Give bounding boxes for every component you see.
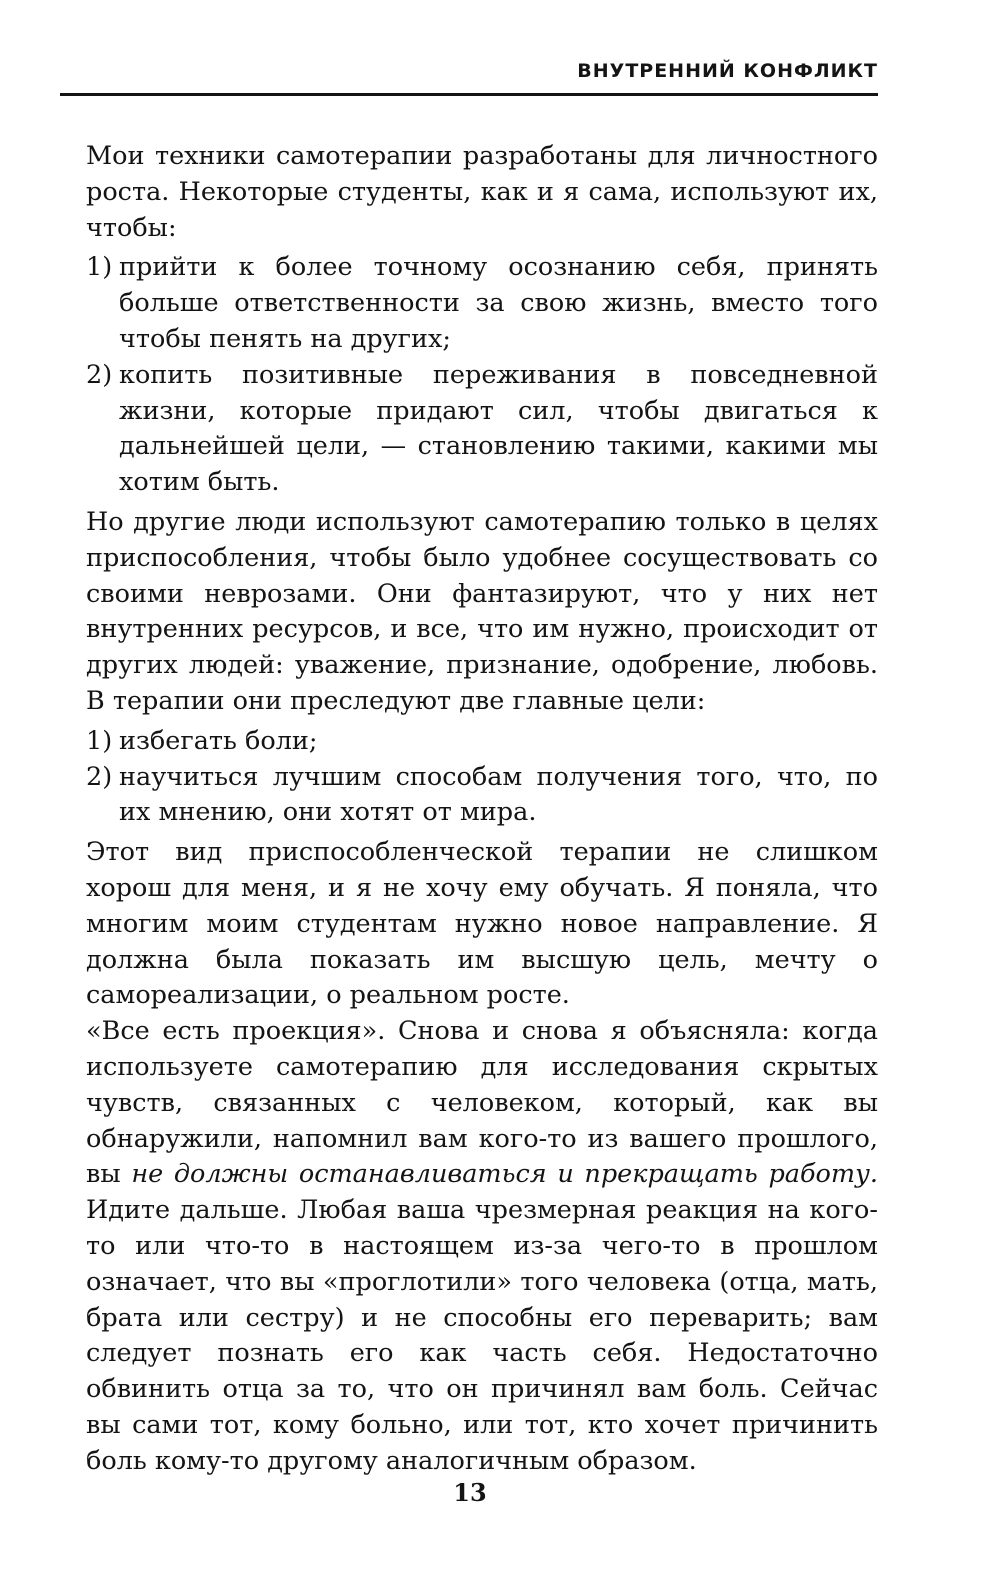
list-item-number: 2) [86,359,113,390]
paragraph-4 [86,1014,878,1479]
list-item [86,760,878,832]
list-item [86,358,878,501]
paragraph-3: Этот вид приспособленческой терапии не слишком хорош для меня, и я не хочу ему обучать. Я поняла, что многим моим студентам нужно новое направление. Я должна была показать им высшую цель, мечту о самореализации, о реальном росте. [86,837,878,1011]
list-item-text: научиться лучшим способам получения того, что, по их мнению, они хотят от мира. [119,761,878,828]
list-item-number: 1) [86,252,113,283]
list-item-text: прийти к более точному осознанию себя, принять больше ответственности за свою жизнь, вместо того чтобы пенять на других; [119,252,878,354]
list-item-number: 1) [86,725,113,756]
page-number: 13 [453,1478,487,1507]
header-rule [60,93,878,96]
running-header-title: ВНУТРЕННИЙ КОНФЛИКТ [577,60,878,82]
paragraph-1: Мои техники самотерапии разработаны для личностного роста. Некоторые студенты, как и я сама, используют их, чтобы: [86,141,878,243]
body-text [86,139,878,1479]
list-item [86,250,878,357]
list-item-text: избегать боли; [119,725,318,756]
paragraph-4-end: Идите дальше. Любая ваша чрезмерная реакция на кого-то или что-то в настоящем из-за чего-то в прошлом означает, что вы «проглотили» того человека (отца, мать, брата или сестру) и не способны его переварить; вам следует познать его как часть себя. Недостаточно обвинить отца за то, что он причинял вам боль. Сейчас вы сами тот, кому больно, или тот, кто хочет причинить боль кому-то другому аналогичным образом. [86,1195,878,1476]
paragraph-4-emphasis: не должны останавливаться и прекращать работу. [131,1159,878,1190]
paragraph-2: Но другие люди используют самотерапию только в целях приспособления, чтобы было удобнее сосуществовать со своими неврозами. Они фантазируют, что у них нет внутренних ресурсов, и все, что им нужно, происходит от других людей: уважение, признание, одобрение, любовь. В терапии они преследуют две главные цели: [86,506,878,716]
paragraph-4-start: «Все есть проекция». Снова и снова я объясняла: когда используете самотерапию для исследования скрытых чувств, связанных с человеком, который, как вы обнаружили, напомнил вам кого-то из вашего прошлого, вы [86,1016,878,1190]
list-item-number: 2) [86,761,113,792]
list-item [86,724,878,760]
list-item-text: копить позитивные переживания в повседневной жизни, которые придают сил, чтобы двигаться к дальнейшей цели, — становлению такими, какими мы хотим быть. [119,359,878,498]
